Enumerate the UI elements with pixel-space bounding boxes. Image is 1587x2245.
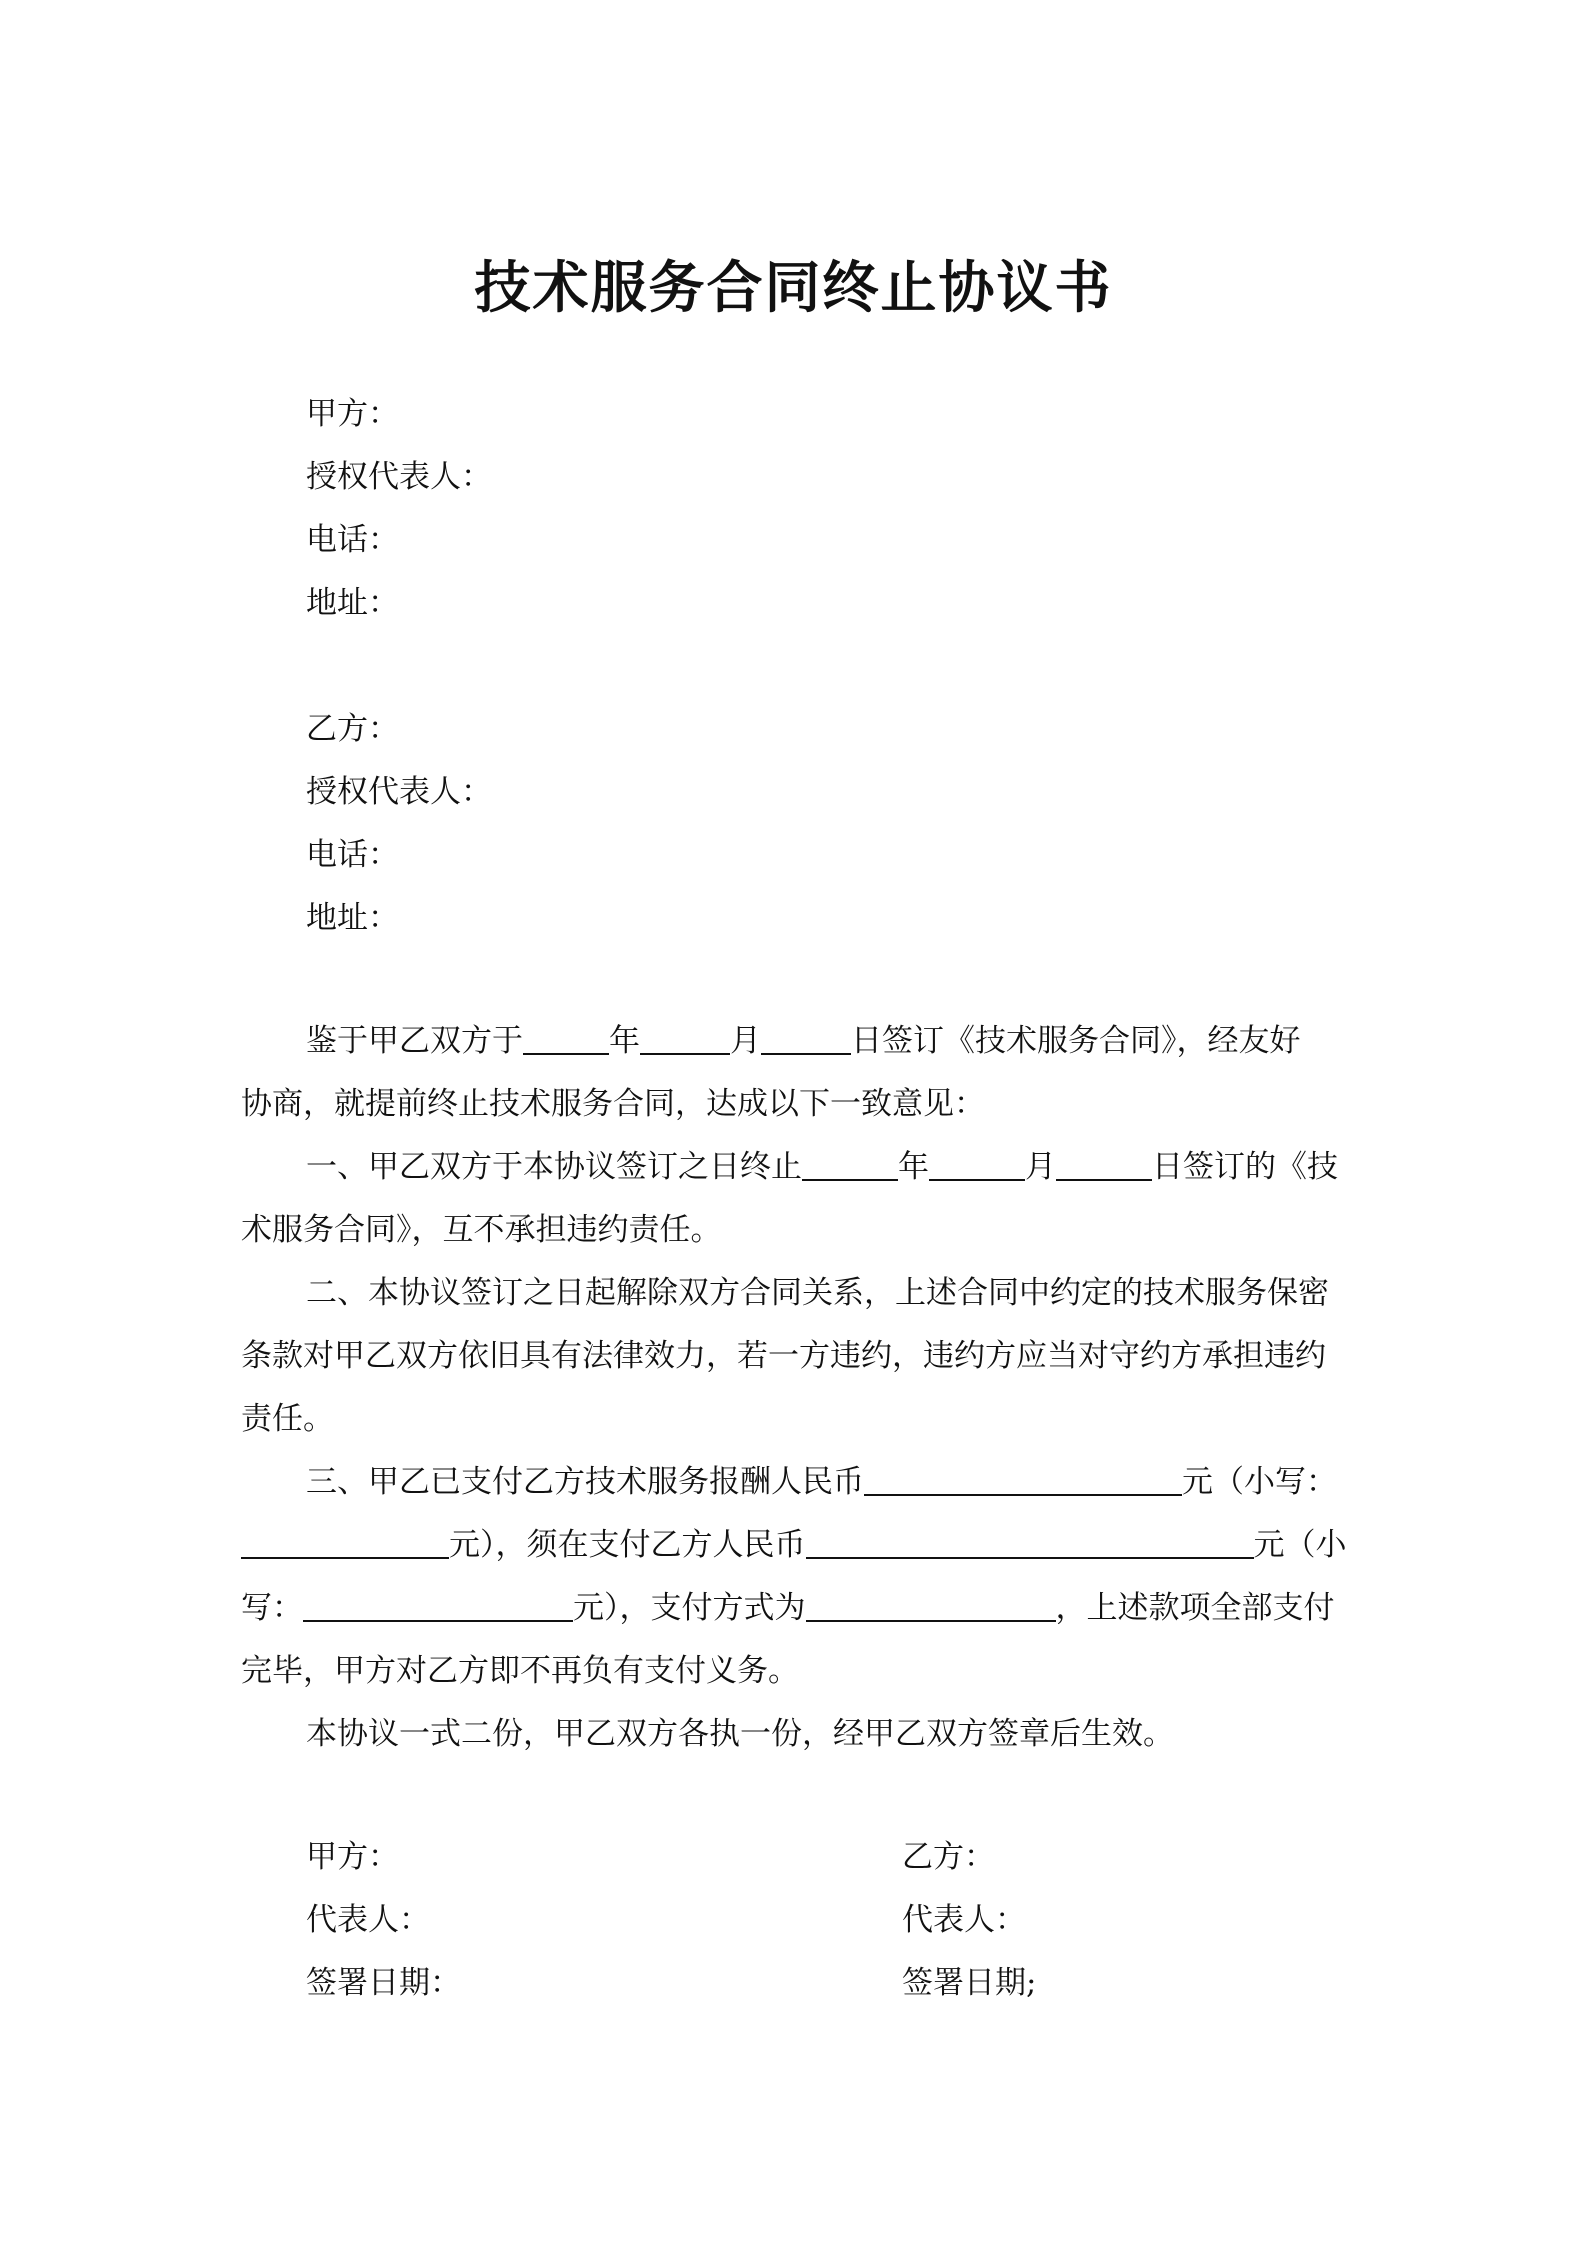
preamble-text-2: 日签订《技术服务合同》，经友好 <box>851 1023 1301 1059</box>
clause-3-line-4: 完毕，甲方对乙方即不再负有支付义务。 <box>241 1653 799 1689</box>
clause-1-line-2: 术服务合同》，互不承担违约责任。 <box>241 1212 722 1248</box>
signature-a-date-label: 签署日期： <box>306 1965 461 2001</box>
clause-3-line-1 <box>241 1451 1353 1514</box>
party-b-name-label: 乙方： <box>306 711 399 747</box>
agreement-body <box>241 1010 1353 1766</box>
clause-1-text-1: 一、甲乙双方于本协议签订之日终止 <box>306 1149 802 1185</box>
party-a-phone-label: 电话： <box>306 522 399 558</box>
clause-2-line-2: 条款对甲乙双方依旧具有法律效力，若一方违约，违约方应当对守约方承担违约 <box>241 1338 1326 1374</box>
party-b-phone-label: 电话： <box>306 837 399 873</box>
clause-3-payment-method-blank <box>806 1584 1056 1622</box>
clause-3-line-2 <box>241 1514 1353 1577</box>
clause-3-text-1a: 三、甲乙已支付乙方技术服务报酬人民币 <box>306 1464 864 1500</box>
clause-3-line-3 <box>241 1577 1353 1640</box>
signature-block-b <box>902 1826 1036 2015</box>
clause-1-year-label: 年 <box>898 1149 929 1185</box>
clause-3-text-2b: 元（小 <box>1253 1527 1347 1563</box>
clause-1-month-label: 月 <box>1025 1149 1056 1185</box>
party-a-address-label: 地址： <box>306 585 399 621</box>
signature-block-a <box>306 1826 461 2015</box>
preamble-year-label: 年 <box>609 1023 640 1059</box>
clause-1-day-blank <box>1056 1143 1152 1181</box>
signature-b-rep-label: 代表人： <box>902 1902 1026 1938</box>
signature-a-rep-label: 代表人： <box>306 1902 430 1938</box>
signature-b-date-label: 签署日期; <box>902 1965 1037 2001</box>
clause-3-amount-paid-small-blank <box>241 1521 449 1559</box>
clause-3-amount-paid-blank <box>864 1458 1182 1496</box>
signature-b-party-label: 乙方： <box>902 1839 995 1875</box>
party-a-name-label: 甲方： <box>306 396 399 432</box>
party-b-rep-label: 授权代表人： <box>306 774 492 810</box>
closing-line: 本协议一式二份，甲乙双方各执一份，经甲乙双方签章后生效。 <box>306 1716 1174 1752</box>
clause-3-text-2a: 元），须在支付乙方人民币 <box>449 1527 806 1563</box>
clause-3-amount-due-blank <box>806 1521 1254 1559</box>
clause-1-text-2: 日签订的《技 <box>1152 1149 1338 1185</box>
clause-2-line-1: 二、本协议签订之日起解除双方合同关系，上述合同中约定的技术服务保密 <box>306 1275 1329 1311</box>
clause-2-line-3: 责任。 <box>241 1401 334 1437</box>
preamble-month-label: 月 <box>730 1023 761 1059</box>
party-a-block <box>306 383 492 635</box>
clause-3-text-1b: 元（小写： <box>1182 1464 1337 1500</box>
preamble-year-blank <box>523 1017 609 1055</box>
document-title: 技术服务合同终止协议书 <box>474 255 1113 321</box>
party-a-rep-label: 授权代表人： <box>306 459 492 495</box>
clause-3-text-3a: 写： <box>241 1590 303 1626</box>
preamble-month-blank <box>640 1017 730 1055</box>
clause-3-text-3b: 元），支付方式为 <box>573 1590 806 1626</box>
preamble-line-1 <box>241 1010 1353 1073</box>
signature-a-party-label: 甲方： <box>306 1839 399 1875</box>
preamble-day-blank <box>761 1017 851 1055</box>
clause-1-month-blank <box>929 1143 1025 1181</box>
clause-3-text-3c: ，上述款项全部支付 <box>1055 1590 1335 1626</box>
preamble-line-2: 协商，就提前终止技术服务合同，达成以下一致意见： <box>241 1086 985 1122</box>
preamble-text-1: 鉴于甲乙双方于 <box>306 1023 523 1059</box>
clause-1-line-1 <box>241 1136 1353 1199</box>
clause-1-year-blank <box>802 1143 898 1181</box>
clause-3-amount-due-small-blank <box>303 1584 573 1622</box>
party-b-block <box>306 698 492 950</box>
party-b-address-label: 地址： <box>306 900 399 936</box>
